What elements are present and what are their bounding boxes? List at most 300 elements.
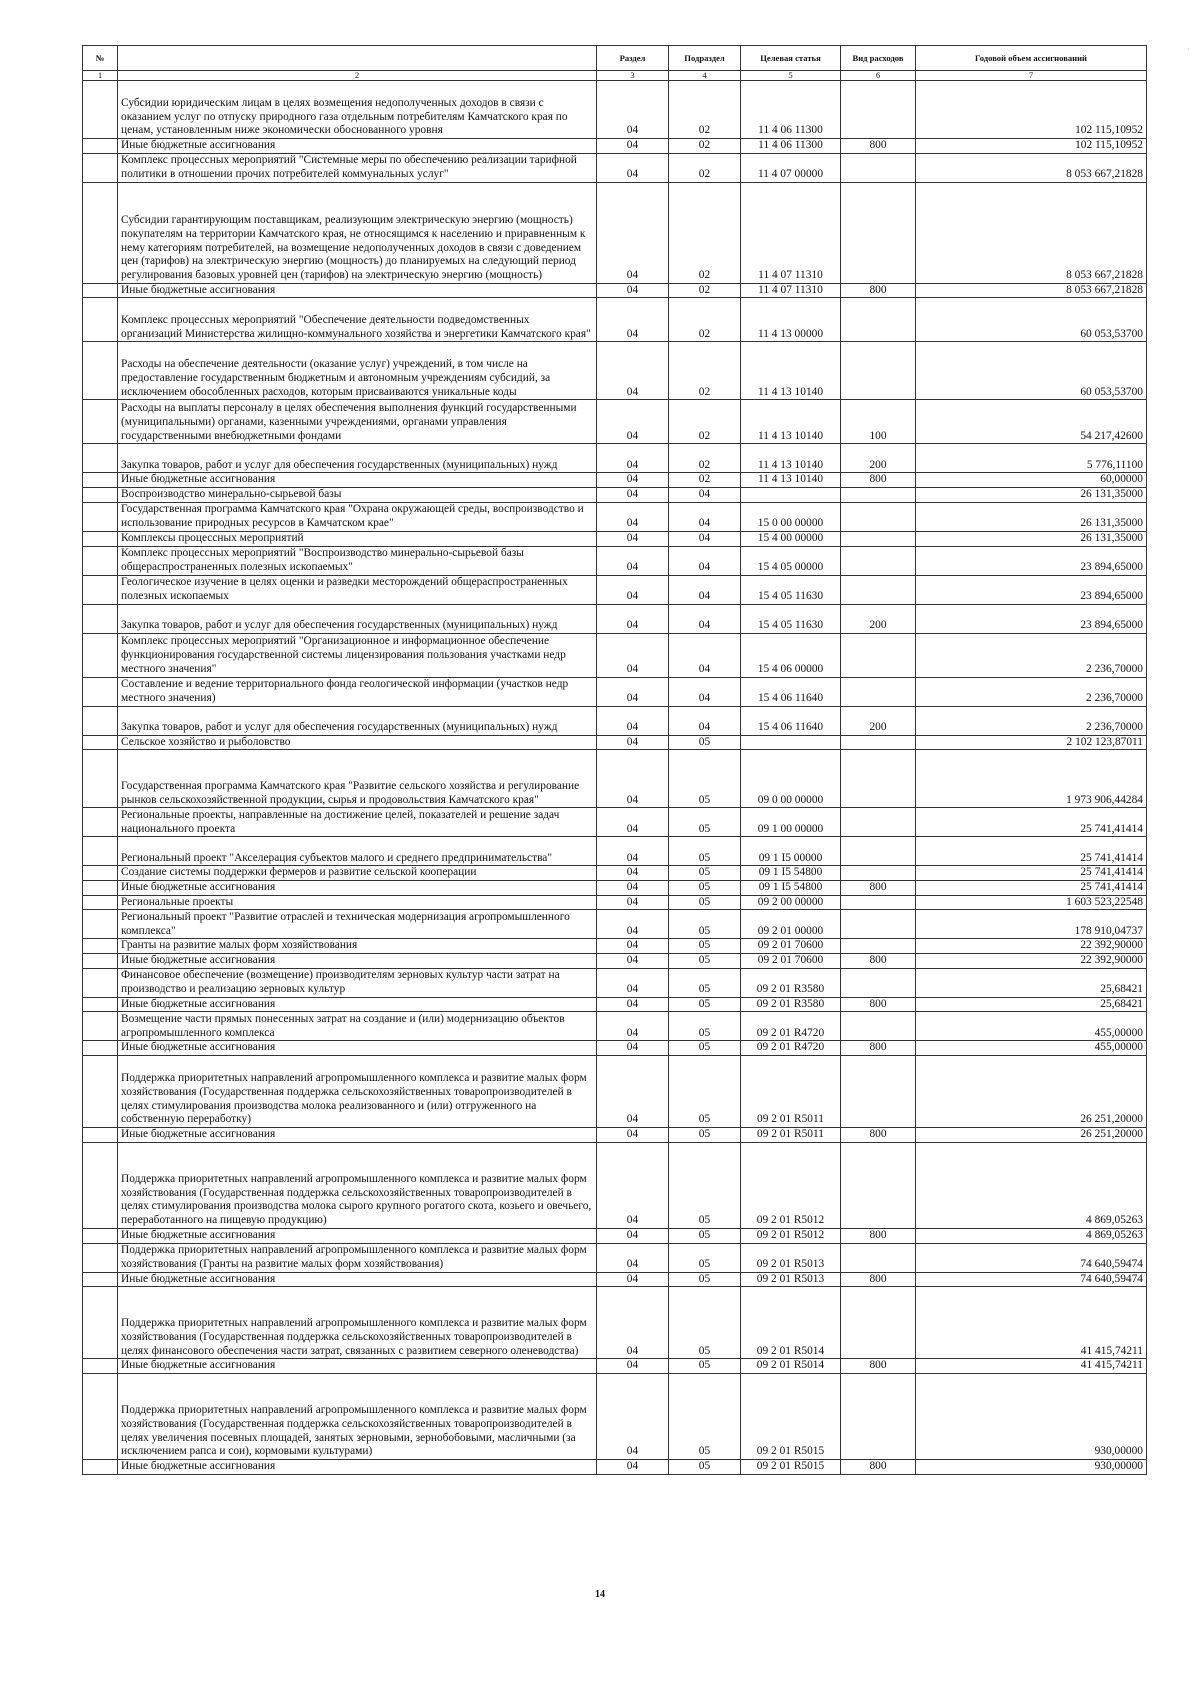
row-name: Иные бюджетные ассигнования [118, 1128, 597, 1143]
row-vid [841, 1142, 916, 1228]
row-vid [841, 735, 916, 750]
row-razdel: 04 [597, 808, 669, 837]
table-row [83, 910, 1147, 939]
num-cell [83, 502, 118, 531]
row-vid [841, 808, 916, 837]
row-sum: 60 053,53700 [916, 342, 1147, 400]
table-row [83, 473, 1147, 488]
row-podrazdel: 05 [669, 1228, 741, 1243]
num-cell [83, 1243, 118, 1272]
row-vid [841, 910, 916, 939]
row-sum: 2 236,70000 [916, 633, 1147, 677]
row-target: 15 4 00 00000 [741, 531, 841, 546]
row-podrazdel: 05 [669, 968, 741, 997]
num-cell [83, 473, 118, 488]
header-podrazdel: Подраздел [669, 46, 741, 71]
row-target: 15 4 05 11630 [741, 604, 841, 633]
row-sum: 178 910,04737 [916, 910, 1147, 939]
row-name: Гранты на развитие малых форм хозяйствования [118, 939, 597, 954]
row-razdel: 04 [597, 444, 669, 473]
table-row [83, 1373, 1147, 1459]
table-row [83, 1041, 1147, 1056]
row-name: Государственная программа Камчатского края "Развитие сельского хозяйства и регулирование рынков сельскохозяйственной продукции, сырья и продовольствия Камчатского края" [118, 750, 597, 808]
row-name: Поддержка приоритетных направлений агропромышленного комплекса и развитие малых форм хозяйствования (Государственная поддержка сельскохозяйственных товаропроизводителей в целях финансового обеспечения части затрат, связанных с развитием северного оленеводства) [118, 1287, 597, 1359]
table-row [83, 968, 1147, 997]
row-podrazdel: 05 [669, 808, 741, 837]
colnum-3: 3 [597, 71, 669, 81]
row-name: Создание системы поддержки фермеров и развитие сельской кооперации [118, 866, 597, 881]
num-cell [83, 910, 118, 939]
num-cell [83, 1459, 118, 1474]
table-body [83, 81, 1147, 1475]
row-name: Расходы на обеспечение деятельности (оказание услуг) учреждений, в том числе на предоставление государственным бюджетным и автономным учреждениям субсидий, за исключением обособленных расходов, которым присваиваются уникальные коды [118, 342, 597, 400]
row-sum: 25 741,41414 [916, 808, 1147, 837]
table-row [83, 342, 1147, 400]
row-name: Расходы на выплаты персоналу в целях обеспечения выполнения функций государственными (муниципальными) органами, казенными учреждениями, органами управления государственными внебюджетными фондами [118, 400, 597, 444]
row-podrazdel: 05 [669, 1373, 741, 1459]
row-vid: 800 [841, 1041, 916, 1056]
row-target [741, 488, 841, 503]
table-row [83, 750, 1147, 808]
table-row [83, 735, 1147, 750]
table-row [83, 895, 1147, 910]
num-cell [83, 1287, 118, 1359]
num-cell [83, 1359, 118, 1374]
row-vid [841, 750, 916, 808]
row-sum: 2 236,70000 [916, 677, 1147, 706]
colnum-7: 7 [916, 71, 1147, 81]
row-razdel: 04 [597, 895, 669, 910]
table-row [83, 1243, 1147, 1272]
row-name: Региональный проект "Развитие отраслей и техническая модернизация агропромышленного комплекса" [118, 910, 597, 939]
row-podrazdel: 05 [669, 997, 741, 1012]
row-razdel: 04 [597, 1128, 669, 1143]
num-cell [83, 1056, 118, 1128]
table-header-row [83, 46, 1147, 71]
row-razdel: 04 [597, 735, 669, 750]
table-row [83, 139, 1147, 154]
row-vid [841, 939, 916, 954]
row-razdel: 04 [597, 139, 669, 154]
row-sum: 41 415,74211 [916, 1359, 1147, 1374]
row-podrazdel: 02 [669, 473, 741, 488]
row-vid [841, 1012, 916, 1041]
column-number-row [83, 71, 1147, 81]
row-razdel: 04 [597, 750, 669, 808]
row-vid [841, 298, 916, 342]
row-razdel: 04 [597, 939, 669, 954]
row-razdel: 04 [597, 1359, 669, 1374]
row-target: 11 4 07 11310 [741, 283, 841, 298]
row-name: Поддержка приоритетных направлений агропромышленного комплекса и развитие малых форм хозяйствования (Государственная поддержка сельскохозяйственных товаропроизводителей в целях стимулирования производства молока реализованного и (или) отгруженного на собственную переработку) [118, 1056, 597, 1128]
row-sum: 26 251,20000 [916, 1128, 1147, 1143]
row-razdel: 04 [597, 283, 669, 298]
table-row [83, 1287, 1147, 1359]
row-sum: 22 392,90000 [916, 939, 1147, 954]
table-row [83, 1012, 1147, 1041]
row-target: 09 2 01 70600 [741, 939, 841, 954]
row-sum: 23 894,65000 [916, 604, 1147, 633]
row-name: Закупка товаров, работ и услуг для обеспечения государственных (муниципальных) нужд [118, 444, 597, 473]
row-razdel: 04 [597, 298, 669, 342]
row-razdel: 04 [597, 866, 669, 881]
num-cell [83, 283, 118, 298]
table-row [83, 153, 1147, 182]
row-podrazdel: 05 [669, 939, 741, 954]
row-name: Поддержка приоритетных направлений агропромышленного комплекса и развитие малых форм хозяйствования (Государственная поддержка сельскохозяйственных товаропроизводителей в целях увеличения посевных площадей, занятых зерновыми, зернобобовыми, масличными (за исключением рапса и сои), кормовыми культурами) [118, 1373, 597, 1459]
num-cell [83, 298, 118, 342]
row-sum: 930,00000 [916, 1373, 1147, 1459]
row-razdel: 04 [597, 1012, 669, 1041]
row-target: 15 4 05 00000 [741, 546, 841, 575]
row-razdel: 04 [597, 1041, 669, 1056]
row-podrazdel: 02 [669, 283, 741, 298]
row-name: Иные бюджетные ассигнования [118, 1041, 597, 1056]
table-row [83, 298, 1147, 342]
row-vid: 200 [841, 604, 916, 633]
num-cell [83, 400, 118, 444]
row-target: 15 4 06 11640 [741, 677, 841, 706]
table-row [83, 1056, 1147, 1128]
table-row [83, 1142, 1147, 1228]
row-vid [841, 1373, 916, 1459]
row-sum: 54 217,42600 [916, 400, 1147, 444]
row-sum: 26 251,20000 [916, 1056, 1147, 1128]
row-vid [841, 837, 916, 866]
row-sum: 25,68421 [916, 968, 1147, 997]
row-razdel: 04 [597, 153, 669, 182]
table-row [83, 633, 1147, 677]
row-razdel: 04 [597, 342, 669, 400]
row-podrazdel: 05 [669, 1287, 741, 1359]
table-row [83, 1228, 1147, 1243]
table-row [83, 575, 1147, 604]
row-vid [841, 575, 916, 604]
row-vid [841, 1287, 916, 1359]
table-row [83, 954, 1147, 969]
row-vid: 800 [841, 954, 916, 969]
row-target: 09 2 01 R5013 [741, 1272, 841, 1287]
row-razdel: 04 [597, 488, 669, 503]
row-vid: 200 [841, 444, 916, 473]
row-target: 09 2 01 R5014 [741, 1359, 841, 1374]
row-target: 15 4 06 00000 [741, 633, 841, 677]
row-vid [841, 677, 916, 706]
num-cell [83, 531, 118, 546]
row-vid [841, 531, 916, 546]
row-target: 09 2 01 R5012 [741, 1228, 841, 1243]
num-cell [83, 1012, 118, 1041]
row-razdel: 04 [597, 546, 669, 575]
row-podrazdel: 04 [669, 633, 741, 677]
row-razdel: 04 [597, 633, 669, 677]
row-name: Иные бюджетные ассигнования [118, 1359, 597, 1374]
row-sum: 23 894,65000 [916, 546, 1147, 575]
num-cell [83, 677, 118, 706]
row-name: Иные бюджетные ассигнования [118, 1459, 597, 1474]
row-sum: 2 236,70000 [916, 706, 1147, 735]
row-name: Иные бюджетные ассигнования [118, 1228, 597, 1243]
row-target: 09 2 01 R5015 [741, 1373, 841, 1459]
num-cell [83, 880, 118, 895]
row-target: 09 2 01 R4720 [741, 1012, 841, 1041]
row-podrazdel: 04 [669, 575, 741, 604]
row-target: 09 2 01 R5013 [741, 1243, 841, 1272]
table-row [83, 677, 1147, 706]
row-razdel: 04 [597, 677, 669, 706]
table-row [83, 808, 1147, 837]
row-sum: 455,00000 [916, 1012, 1147, 1041]
row-target: 15 4 05 11630 [741, 575, 841, 604]
row-podrazdel: 05 [669, 1012, 741, 1041]
row-podrazdel: 05 [669, 1272, 741, 1287]
row-razdel: 04 [597, 880, 669, 895]
table-row [83, 866, 1147, 881]
table-row [83, 880, 1147, 895]
colnum-2: 2 [118, 71, 597, 81]
row-name: Поддержка приоритетных направлений агропромышленного комплекса и развитие малых форм хозяйствования (Государственная поддержка сельскохозяйственных товаропроизводителей в целях стимулирования производства молока сырого крупного рогатого скота, козьего и овечьего, переработанного на пищевую продукцию) [118, 1142, 597, 1228]
num-cell [83, 1142, 118, 1228]
row-razdel: 04 [597, 706, 669, 735]
row-name: Закупка товаров, работ и услуг для обеспечения государственных (муниципальных) нужд [118, 706, 597, 735]
table-row [83, 1272, 1147, 1287]
row-vid [841, 895, 916, 910]
row-vid [841, 633, 916, 677]
num-cell [83, 153, 118, 182]
row-razdel: 04 [597, 997, 669, 1012]
row-podrazdel: 05 [669, 1359, 741, 1374]
row-vid [841, 342, 916, 400]
row-name: Комплексы процессных мероприятий [118, 531, 597, 546]
table-row [83, 182, 1147, 283]
table-row [83, 1359, 1147, 1374]
table-row [83, 546, 1147, 575]
row-razdel: 04 [597, 531, 669, 546]
colnum-6: 6 [841, 71, 916, 81]
row-vid [841, 1243, 916, 1272]
row-podrazdel: 05 [669, 910, 741, 939]
num-cell [83, 1041, 118, 1056]
row-sum: 25,68421 [916, 997, 1147, 1012]
edge-mark: ‧ [1187, 45, 1190, 54]
row-sum: 25 741,41414 [916, 880, 1147, 895]
row-podrazdel: 05 [669, 1142, 741, 1228]
row-razdel: 04 [597, 1243, 669, 1272]
num-cell [83, 488, 118, 503]
table-row [83, 837, 1147, 866]
row-vid [841, 866, 916, 881]
row-razdel: 04 [597, 910, 669, 939]
row-name: Государственная программа Камчатского края "Охрана окружающей среды, воспроизводство и использование природных ресурсов в Камчатском крае" [118, 502, 597, 531]
table-row [83, 531, 1147, 546]
row-target: 11 4 06 11300 [741, 81, 841, 139]
row-target: 09 2 01 00000 [741, 910, 841, 939]
row-name: Иные бюджетные ассигнования [118, 954, 597, 969]
row-podrazdel: 05 [669, 880, 741, 895]
row-vid: 800 [841, 139, 916, 154]
header-name [118, 46, 597, 71]
num-cell [83, 1373, 118, 1459]
row-vid: 100 [841, 400, 916, 444]
row-sum: 22 392,90000 [916, 954, 1147, 969]
row-sum: 25 741,41414 [916, 866, 1147, 881]
row-name: Геологическое изучение в целях оценки и разведки месторождений общераспространенных полезных ископаемых [118, 575, 597, 604]
row-name: Комплекс процессных мероприятий "Системные меры по обеспечению реализации тарифной политики в отношении прочих потребителей коммунальных услуг" [118, 153, 597, 182]
row-sum: 1 973 906,44284 [916, 750, 1147, 808]
num-cell [83, 954, 118, 969]
budget-table-sheet [82, 45, 1146, 1475]
row-target: 09 2 01 R5015 [741, 1459, 841, 1474]
row-sum: 60,00000 [916, 473, 1147, 488]
row-razdel: 04 [597, 1228, 669, 1243]
row-razdel: 04 [597, 81, 669, 139]
row-podrazdel: 02 [669, 298, 741, 342]
row-vid: 800 [841, 283, 916, 298]
row-vid [841, 502, 916, 531]
row-target: 09 1 I5 54800 [741, 880, 841, 895]
colnum-5: 5 [741, 71, 841, 81]
row-sum: 26 131,35000 [916, 531, 1147, 546]
row-razdel: 04 [597, 473, 669, 488]
row-vid: 800 [841, 1128, 916, 1143]
row-sum: 8 053 667,21828 [916, 283, 1147, 298]
table-row [83, 400, 1147, 444]
row-target: 09 2 01 R5011 [741, 1128, 841, 1143]
num-cell [83, 546, 118, 575]
row-podrazdel: 02 [669, 81, 741, 139]
row-name: Иные бюджетные ассигнования [118, 880, 597, 895]
row-vid [841, 153, 916, 182]
row-sum: 26 131,35000 [916, 488, 1147, 503]
num-cell [83, 139, 118, 154]
row-target: 11 4 07 00000 [741, 153, 841, 182]
row-sum: 74 640,59474 [916, 1243, 1147, 1272]
row-podrazdel: 05 [669, 895, 741, 910]
table-row [83, 706, 1147, 735]
row-sum: 102 115,10952 [916, 81, 1147, 139]
row-vid: 800 [841, 1359, 916, 1374]
row-target: 09 1 00 00000 [741, 808, 841, 837]
num-cell [83, 968, 118, 997]
row-vid: 800 [841, 473, 916, 488]
row-target: 09 2 00 00000 [741, 895, 841, 910]
row-razdel: 04 [597, 1272, 669, 1287]
num-cell [83, 735, 118, 750]
row-name: Воспроизводство минерально-сырьевой базы [118, 488, 597, 503]
row-target: 11 4 13 10140 [741, 400, 841, 444]
num-cell [83, 604, 118, 633]
row-target [741, 735, 841, 750]
row-sum: 41 415,74211 [916, 1287, 1147, 1359]
row-target: 09 2 01 R5012 [741, 1142, 841, 1228]
row-target: 11 4 13 00000 [741, 298, 841, 342]
num-cell [83, 182, 118, 283]
row-vid [841, 182, 916, 283]
row-sum: 25 741,41414 [916, 837, 1147, 866]
row-podrazdel: 02 [669, 182, 741, 283]
row-sum: 74 640,59474 [916, 1272, 1147, 1287]
row-target: 09 2 01 R3580 [741, 968, 841, 997]
row-razdel: 04 [597, 954, 669, 969]
table-row [83, 283, 1147, 298]
row-podrazdel: 05 [669, 866, 741, 881]
row-name: Возмещение части прямых понесенных затрат на создание и (или) модернизацию объектов агропромышленного комплекса [118, 1012, 597, 1041]
row-vid [841, 546, 916, 575]
row-razdel: 04 [597, 1142, 669, 1228]
row-name: Региональные проекты, направленные на достижение целей, показателей и решение задач национального проекта [118, 808, 597, 837]
num-cell [83, 1228, 118, 1243]
header-vid: Вид расходов [841, 46, 916, 71]
row-razdel: 04 [597, 968, 669, 997]
row-name: Иные бюджетные ассигнования [118, 139, 597, 154]
row-sum: 102 115,10952 [916, 139, 1147, 154]
row-podrazdel: 05 [669, 1459, 741, 1474]
num-cell [83, 750, 118, 808]
row-vid: 800 [841, 1459, 916, 1474]
row-vid: 800 [841, 1272, 916, 1287]
row-razdel: 04 [597, 400, 669, 444]
row-vid: 800 [841, 997, 916, 1012]
row-podrazdel: 04 [669, 546, 741, 575]
row-sum: 26 131,35000 [916, 502, 1147, 531]
row-vid [841, 81, 916, 139]
row-vid: 200 [841, 706, 916, 735]
num-cell [83, 997, 118, 1012]
budget-allocation-table [82, 45, 1147, 1475]
row-sum: 2 102 123,87011 [916, 735, 1147, 750]
row-razdel: 04 [597, 1287, 669, 1359]
row-name: Иные бюджетные ассигнования [118, 283, 597, 298]
row-name: Региональные проекты [118, 895, 597, 910]
table-row [83, 502, 1147, 531]
num-cell [83, 895, 118, 910]
row-sum: 455,00000 [916, 1041, 1147, 1056]
row-vid [841, 968, 916, 997]
table-row [83, 1128, 1147, 1143]
row-sum: 5 776,11100 [916, 444, 1147, 473]
row-podrazdel: 05 [669, 750, 741, 808]
row-name: Иные бюджетные ассигнования [118, 473, 597, 488]
row-sum: 930,00000 [916, 1459, 1147, 1474]
row-sum: 8 053 667,21828 [916, 153, 1147, 182]
row-name: Сельское хозяйство и рыболовство [118, 735, 597, 750]
header-volume: Годовой объем ассигнований [916, 46, 1147, 71]
row-target: 09 2 01 R3580 [741, 997, 841, 1012]
row-podrazdel: 05 [669, 954, 741, 969]
colnum-4: 4 [669, 71, 741, 81]
table-row [83, 488, 1147, 503]
num-cell [83, 939, 118, 954]
num-cell [83, 342, 118, 400]
row-podrazdel: 02 [669, 400, 741, 444]
row-podrazdel: 02 [669, 139, 741, 154]
row-target: 09 2 01 R5014 [741, 1287, 841, 1359]
row-target: 09 0 00 00000 [741, 750, 841, 808]
header-num: № [83, 46, 118, 71]
header-target: Целевая статья [741, 46, 841, 71]
row-podrazdel: 02 [669, 444, 741, 473]
row-target: 11 4 13 10140 [741, 473, 841, 488]
row-sum: 23 894,65000 [916, 575, 1147, 604]
row-vid [841, 1056, 916, 1128]
row-name: Комплекс процессных мероприятий "Воспроизводство минерально-сырьевой базы общераспространенных полезных ископаемых" [118, 546, 597, 575]
row-sum: 8 053 667,21828 [916, 182, 1147, 283]
row-razdel: 04 [597, 1459, 669, 1474]
row-sum: 4 869,05263 [916, 1228, 1147, 1243]
row-razdel: 04 [597, 182, 669, 283]
row-name: Субсидии юридическим лицам в целях возмещения недополученных доходов в связи с оказанием услуг по отпуску природного газа отдельным потребителям Камчатского края по ценам, установленным ниже экономически обоснованного уровня [118, 81, 597, 139]
num-cell [83, 1272, 118, 1287]
